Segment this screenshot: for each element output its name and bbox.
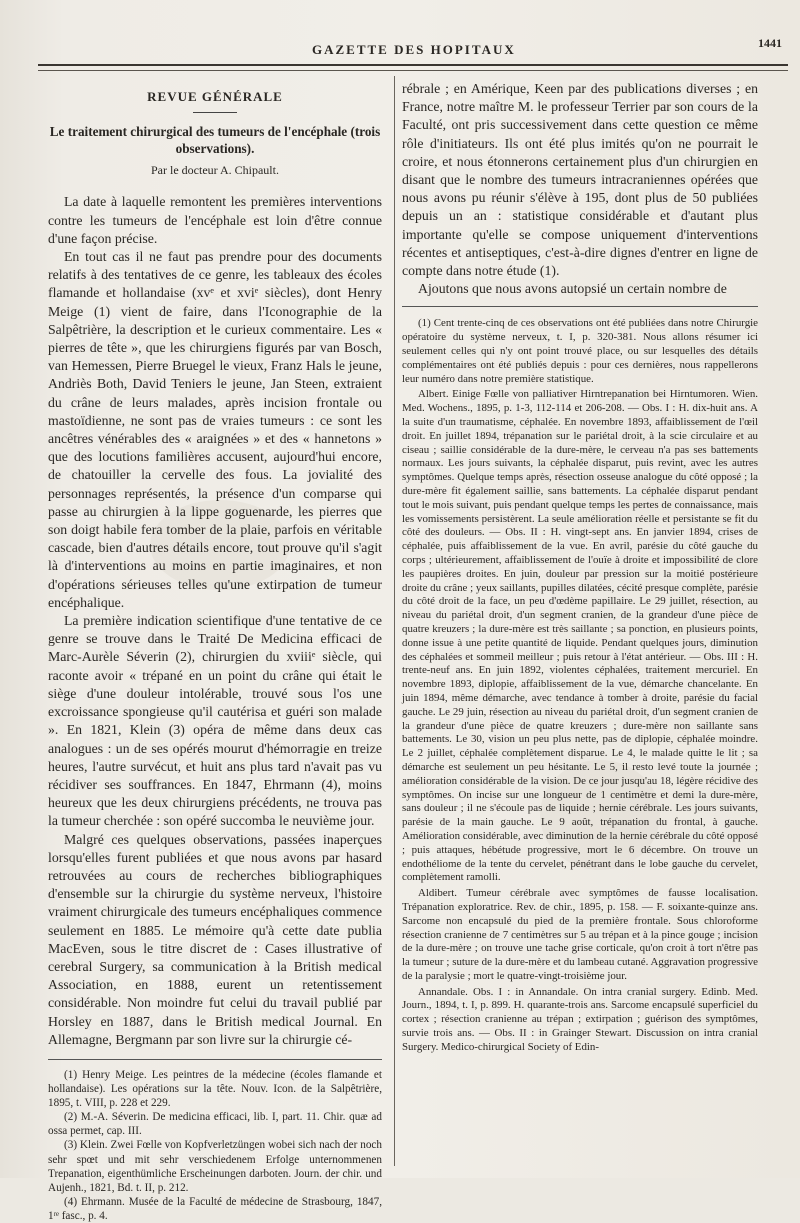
running-head: [0, 36, 800, 62]
section-rule: [193, 112, 237, 113]
header-rule: [38, 64, 788, 66]
footnote: (1) Henry Meige. Les peintres de la médecine (écoles flamande et hollandaise). Les opérations sur la tête. Nouv. Icon. de la Salpêtrière, 1895, t. VIII, p. 228 et 229.: [48, 1068, 382, 1110]
footnote: (4) Ehrmann. Musée de la Faculté de médecine de Strasbourg, 1847, 1ʳᵉ fasc., p. 4.: [48, 1195, 382, 1222]
page-number: 1441: [758, 36, 782, 50]
byline: Par le docteur A. Chipault.: [151, 163, 279, 178]
column-divider: [394, 76, 395, 1166]
article-title: Le traitement chirurgical des tumeurs de l'encéphale (trois observations).: [49, 124, 381, 157]
footnotes: [48, 1068, 382, 1223]
paragraph: Ajoutons que nous avons autopsié un certain nombre de: [418, 281, 727, 297]
paragraph: Malgré ces quelques observations, passées inaperçues lorsqu'elles furent publiées et que nous avons par hasard retrouvées au cours de recherches bibliographiques d'ensemble sur la chirurgie du système nerveux, l'histoire vraiment chirurgicale des tumeurs encéphaliques commence seulement en 1885. Le mémoire qu'à cette date publia MacEven, sous le titre discret de : Cases illustrative of cerebral Surgery, sa communication à la British medical Association, en 1888, eurent un retentissement considérable. Non moindre fut celui du travail publié par Horsley en 1887, dans le British medical Journal. En Allemagne, Bergmann par son livre sur la chirurgie cé-: [48, 831, 382, 1047]
section-heading: REVUE GÉNÉRALE: [147, 89, 283, 104]
footnote: Aldibert. Tumeur cérébrale avec symptômes de fausse localisation. Trépanation exploratrice. Rev. de chir., 1895, p. 158. — F. soixante-quinze ans. Sarcome non encapsulé du pied de la première frontale. Sous chloroforme résection cranienne de 7 centimètres sur 5 au trépan et à la pince gouge ; incision de la dure-mère ; on trouve une tache grise corticale, qu'on croit à tort n'être pas la tumeur ; suture de la dure-mère et du lambeau cutané. Aggravation progressive de la paralysie ; mort le quatre-vingt-troisième jour.: [402, 887, 758, 982]
footnote: (2) M.-A. Séverin. De medicina efficaci, lib. I, part. 11. Chir. quæ ad ossa permet, cap. III.: [48, 1111, 382, 1138]
left-column: [48, 84, 382, 1223]
footnotes: [402, 317, 758, 1054]
footnote: (3) Klein. Zwei Fœlle von Kopfverletzüngen wobei sich nach der noch sehr spœt und mit sehr verschiedenem Erfolge unternommenen Trepanation, eigenthümliche Erscheinungen darboten. Journ. der chir. und Aujenh., 1821, Bd. t. II, p. 212.: [48, 1139, 382, 1194]
paragraph: La première indication scientifique d'une tentative de ce genre se trouve dans le Traité De Medicina efficaci de Marc-Aurèle Séverin (2), chirurgien du xviiiᵉ siècle, qui raconte avoir « trépané en un point du crâne qui était le siège d'une douleur intolérable, trouvé sous l'os une excroissance spongieuse qu'il cautérisa et guéri son malade ». En 1821, Klein (3) opéra de même dans deux cas analogues : un de ses opérés mourut d'hémorragie en treize heures, l'autre survécut, et huit ans plus tard n'avait pas vu récidiver ses souffrances. En 1847, Ehrmann (4), moins heureux que les deux chirurgiens précédents, ne trouva pas la tumeur cherchée : son opéré succomba le neuvième jour.: [48, 613, 382, 829]
header-rule-thin: [38, 70, 788, 71]
footnote-rule: [48, 1059, 382, 1060]
journal-title: GAZETTE DES HOPITAUX: [312, 42, 516, 57]
paragraph: rébrale ; en Amérique, Keen par des publications diverses ; en France, notre maître M. le professeur Terrier par son cours de la Faculté, ont pris successivement dans cette question ce même rôle d'initiateurs. Ils ont été plus imités qu'on ne pourrait le croire, et nous étonnerons certainement plus d'un chirurgien en disant que le nombre des tumeurs intracraniennes opérées que nous avons pu réunir s'élève à 195, dont plus de 50 publiées depuis un an : statistique considérable et d'autant plus importante qu'elle se compose uniquement d'interventions récentes et antiseptiques, c'est-à-dire dignes d'entrer en ligne de compte dans notre étude (1).: [402, 81, 758, 279]
right-column: [402, 80, 758, 1057]
paragraph: La date à laquelle remontent les premières interventions contre les tumeurs de l'encéphale est loin d'être connue d'une façon précise.: [48, 194, 382, 246]
footnote: (1) Cent trente-cinq de ces observations ont été publiées dans notre Chirurgie opératoire du système nerveux, t. I, p. 320-381. Nous allons résumer ici seulement celles qui n'y ont point trouvé place, ou sur lesquelles des détails complémentaires ont été publiés depuis : pour ces dernières, nous rappellerons leur numéro dans notre première statistique.: [402, 317, 758, 385]
footnote: Annandale. Obs. I : in Annandale. On intra cranial surgery. Edinb. Med. Journ., 1894, t. I, p. 899. H. quarante-trois ans. Sarcome encapsulé superficiel du cortex ; résection cranienne au trépan ; extirpation ; guérison des symptômes, survie trois ans. — Obs. II : in Grainger Stewart. Discussion on intra cranial Surgery. Medico-chirurgical Society of Edin-: [402, 985, 758, 1053]
footnote-rule: [402, 306, 758, 307]
paragraph: En tout cas il ne faut pas prendre pour des documents relatifs à des tentatives de ce genre, les tableaux des écoles flamande et hollandaise (xvᵉ et xviᵉ siècles), dont Henry Meige (1) vient de faire, dans l'Iconographie de la Salpêtrière, la description et le curieux commentaire. Les « pierres de tête », que les chirurgiens figurés par van Bosch, van Hemessen, Pierre Bruegel le vieux, Franz Hals le jeune, Andriès Both, David Teniers le jeune, Jan Steen, extraient du crâne de leurs malades, après incision frontale ou mastoïdienne, ne sont pas de vraies tumeurs : ce sont les ancêtres vénérables des « araignées » et des « hannetons » que des locutions familières accusent, aujourd'hui encore, de chatouiller la cervelle des fous. La jovialité des personnages représentés, la présence d'un comparse qui passe au chirurgien à la lippe goguenarde, les pierres que son doigt habile fera tomber de la plaie, parfois en véritable cascade, bien d'autres détails encore, tout prouve qu'il s'agit là d'interventions au moins en partie imaginaires, et non d'opérations sérieuses telles qu'une extirpation de tumeur encéphalique.: [48, 249, 382, 610]
footnote: Albert. Einige Fœlle von palliativer Hirntrepanation bei Hirntumoren. Wien. Med. Wochens., 1895, p. 1-3, 112-114 et 206-208. — Obs. I : H. dix-huit ans. A la suite d'un traumatisme, céphalée. En novembre 1893, affaiblissement de l'œil droit. En juillet 1894, trépanation sur le pariétal droit, à la scie circulaire et au ciseau ; saillie considérable de la dure-mère, le cerveau n'a pas ses battements normaux. Les jours suivants, la céphalée disparut, puis revint, avec les autres symptômes. Quelque temps après, résection osseuse analogue du côté opposé ; la dure-mère fit également saillie, sans battements. La céphalée disparut pendant tout le mois suivant, puis pendant quelque temps les pertes de connaissance, mais les vomissements persistèrent. La seule amélioration réelle et persistante se fit du côté des douleurs. — Obs. II : H. vingt-sept ans. En janvier 1894, crises de céphalée, puis affaiblissement de la vue. En avril, parésie du côté gauche du corps ; ultérieurement, affaiblissement de l'ouïe à droite et impossibilité de clore les paupières droites. En juin, douleur par pression sur la moitié postérieure droite du crâne ; yeux saillants, pupilles dilatées, cécité presque complète, parésie du côté droit de la face, un peu d'œdème papillaire. Le 29 juillet, résection, au niveau du pariétal droit, d'un segment cranien, de la grandeur d'une pièce de quatre kreuzers ; la dure-mère est très saillante ; sa ponction, en plusieurs points, donne issue à une petite quantité de liquide. Pendant quelques jours, diminution des céphalées et sommeil meilleur ; puis retour à l'état antérieur. — Obs. III : H. trente-neuf ans. En juin 1892, violentes céphalées, traitement mercuriel. En novembre 1893, diplopie, affaiblissement de la vue, démarche chancelante. En juin 1894, même démarche, avec tendance à tomber à droite, parésie du facial gauche. Le 29 juin, résection au niveau du pariétal droit, d'un segment cranien de la grandeur d'une pièce de quatre kreuzers ; dure-mère non saillante sans battements. Le 30, vision un peu plus nette, pas de diplopie, céphalée moindre. Le 2 juillet, céphalée complètement disparue. Le 4, le malade quitte le lit ; sa démarche est seulement un peu hésitante. Le 5, il resto levé toute la journée ; amélioration considérable de la vision. De ce jour jusqu'au 18, légère récidive des symptômes. On incise sur une longueur de 1 centimètre et demi la dure-mère, sans douleur ; il ne s'écoule pas de liquide ; hernie cérébrale. Les jours suivants, parésie de la main gauche. Le 9 août, trépanation du frontal, à gauche. Amélioration considérable, avec diminution de la hernie cérébrale du côté opposé ; puis attaques, hébétude progressive, mort le 6 décembre. On trouve un endothéliome de la tente du cervelet, pénétrant dans le lobe gauche du cervelet, complètement ramolli.: [402, 388, 758, 884]
